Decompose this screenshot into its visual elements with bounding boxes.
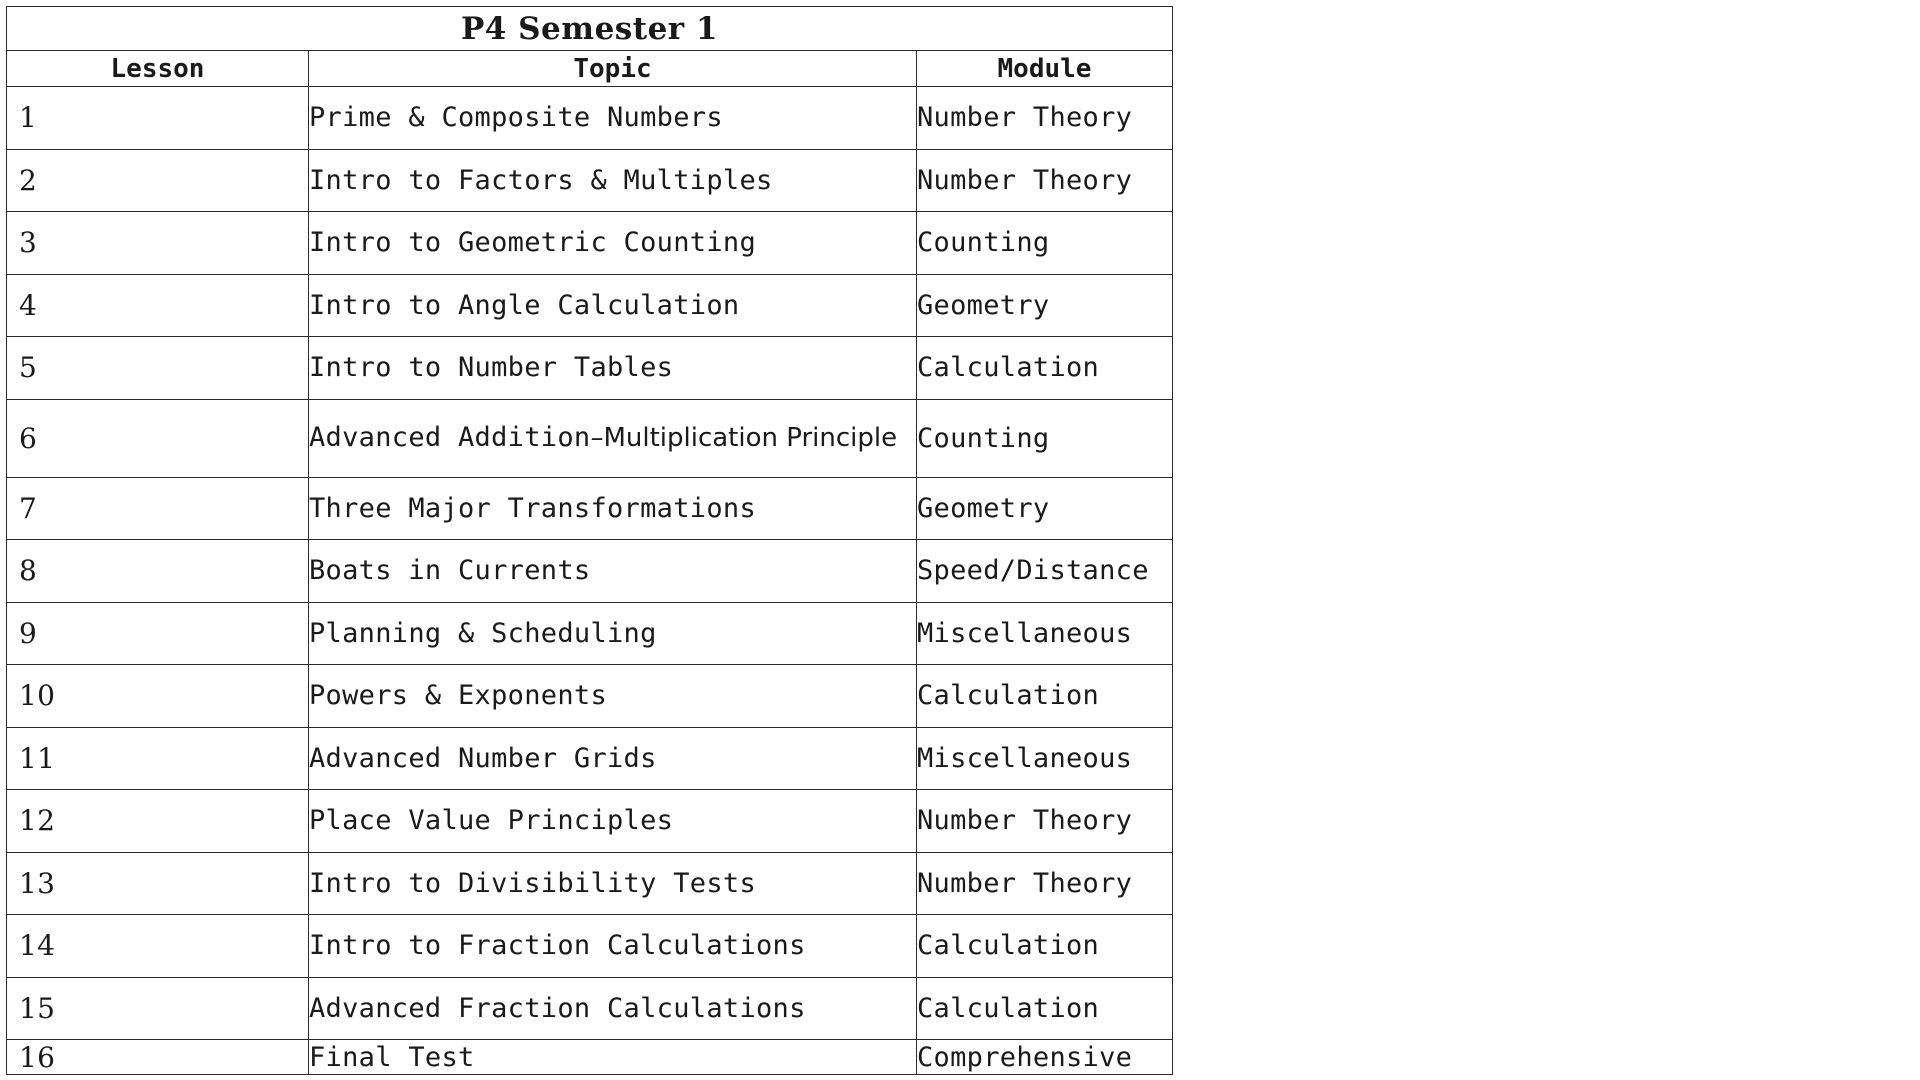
module-cell: Number Theory [917, 87, 1173, 150]
table-row [7, 149, 1173, 212]
lesson-cell: 12 [7, 790, 309, 853]
topic-cell: Final Test [309, 1040, 917, 1075]
module-cell: Miscellaneous [917, 727, 1173, 790]
topic-text-part1: Advanced Addition [309, 422, 591, 453]
lesson-cell: 7 [7, 477, 309, 540]
topic-cell: Intro to Divisibility Tests [309, 852, 917, 915]
table-row [7, 337, 1173, 400]
lesson-cell: 5 [7, 337, 309, 400]
table-row [7, 399, 1173, 477]
lesson-cell: 10 [7, 665, 309, 728]
module-cell: Calculation [917, 665, 1173, 728]
module-cell: Speed/Distance [917, 540, 1173, 603]
module-cell: Comprehensive [917, 1040, 1173, 1075]
lesson-cell: 3 [7, 212, 309, 275]
lesson-cell: 4 [7, 274, 309, 337]
module-cell: Number Theory [917, 149, 1173, 212]
topic-cell: Intro to Number Tables [309, 337, 917, 400]
lesson-cell: 2 [7, 149, 309, 212]
table-row [7, 477, 1173, 540]
module-cell: Number Theory [917, 852, 1173, 915]
table-row [7, 727, 1173, 790]
module-cell: Geometry [917, 274, 1173, 337]
lesson-cell: 9 [7, 602, 309, 665]
lesson-cell: 1 [7, 87, 309, 150]
module-cell: Counting [917, 212, 1173, 275]
module-cell: Miscellaneous [917, 602, 1173, 665]
module-cell: Geometry [917, 477, 1173, 540]
table-row [7, 540, 1173, 603]
topic-cell: Prime & Composite Numbers [309, 87, 917, 150]
table-row [7, 87, 1173, 150]
table-row [7, 665, 1173, 728]
lesson-cell: 8 [7, 540, 309, 603]
topic-cell: Advanced Number Grids [309, 727, 917, 790]
table-row [7, 274, 1173, 337]
column-header-topic: Topic [309, 51, 917, 87]
topic-cell: Intro to Angle Calculation [309, 274, 917, 337]
module-cell: Counting [917, 399, 1173, 477]
table-row [7, 852, 1173, 915]
module-cell: Calculation [917, 977, 1173, 1040]
schedule-table [6, 6, 1173, 1075]
column-header-module: Module [917, 51, 1173, 87]
topic-cell: Planning & Scheduling [309, 602, 917, 665]
topic-cell: Powers & Exponents [309, 665, 917, 728]
table-row [7, 977, 1173, 1040]
table-row [7, 602, 1173, 665]
topic-cell: Boats in Currents [309, 540, 917, 603]
lesson-cell: 11 [7, 727, 309, 790]
table-row [7, 915, 1173, 978]
module-cell: Number Theory [917, 790, 1173, 853]
table-row [7, 1040, 1173, 1075]
lesson-cell: 14 [7, 915, 309, 978]
column-header-lesson: Lesson [7, 51, 309, 87]
lesson-cell: 15 [7, 977, 309, 1040]
topic-cell: Intro to Factors & Multiples [309, 149, 917, 212]
table-row [7, 212, 1173, 275]
topic-text-part2: –Multiplication Principle [590, 423, 898, 453]
lesson-cell: 6 [7, 399, 309, 477]
module-cell: Calculation [917, 915, 1173, 978]
topic-cell: Intro to Fraction Calculations [309, 915, 917, 978]
topic-cell: Three Major Transformations [309, 477, 917, 540]
topic-cell: Advanced Fraction Calculations [309, 977, 917, 1040]
schedule-sheet [6, 6, 1172, 1075]
header-row [7, 51, 1173, 87]
module-cell: Calculation [917, 337, 1173, 400]
lesson-cell: 16 [7, 1040, 309, 1075]
topic-cell: Intro to Geometric Counting [309, 212, 917, 275]
table-row [7, 790, 1173, 853]
table-title: P4 Semester 1 [7, 7, 1173, 51]
title-row [7, 7, 1173, 51]
topic-cell: Place Value Principles [309, 790, 917, 853]
lesson-cell: 13 [7, 852, 309, 915]
topic-cell [309, 399, 917, 477]
